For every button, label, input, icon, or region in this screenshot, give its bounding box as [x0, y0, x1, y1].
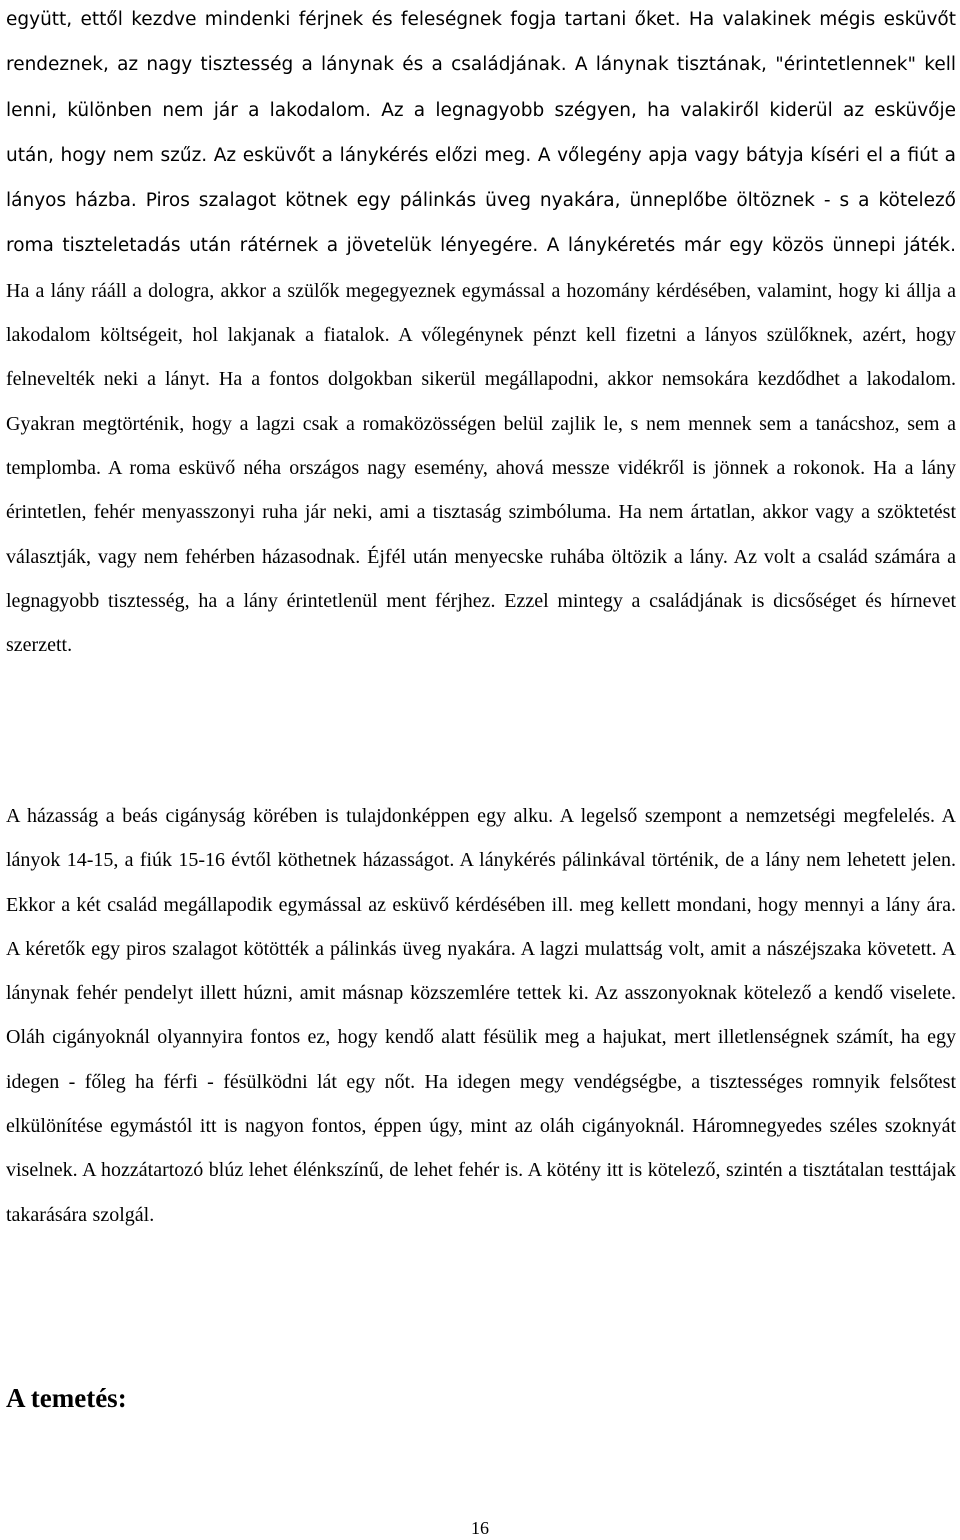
body-paragraph-beas-marriage: A házasság a beás cigányság körében is tulajdonképpen egy alku. A legelső szempont a nemzetségi megfelelés. A lányok 14-15, a fiúk 15-16 évtől köthetnek házasságot. A lánykérés pálinkával történik, de a lány nem lehetett jelen. Ekkor a két család megállapodik egymással az esküvő kérdésében ill. meg kellett mondani, hogy mennyi a lány ára. A kéretők egy piros szalagot kötötték a pálinkás üveg nyakára. A lagzi mulattság volt, amit a nászéjszaka követett. A lánynak fehér pendelyt illett húzni, amit másnap közszemlére tettek ki. Az asszonyoknak kötelező a kendő viselete. Oláh cigányoknál olyannyira fontos ez, hogy kendő alatt fésülik meg a hajukat, mert illetlenségnek számít, ha egy idegen - főleg ha férfi - fésülködni lát egy nőt. Ha idegen megy vendégségbe, a tisztességes romnyik felsőtest elkülönítése egymástól itt is nagyon fontos, éppen úgy, mint az oláh cigányoknál. Háromnegyedes széles szoknyát viselnek. A hozzátartozó blúz lehet élénkszínű, de lehet fehér is. A kötény itt is kötelező, szintén a tisztátalan testtájak takarására szolgál. [6, 805, 956, 1226]
page-number: 16 [471, 1518, 489, 1538]
paragraph-text-serif-segment: Ha a lány rááll a dologra, akkor a szülők megegyeznek egymással a hozomány kérdésében, valamint, hogy ki állja a lakodalom költségeit, hol lakjanak a fiatalok. A vőlegénynek pénzt kell fizetni a lányos szülőknek, azért, hogy felnevelték neki a lányt. Ha a fontos dolgokban sikerül megállapodni, akkor nemsokára kezdődhet a lakodalom. Gyakran megtörténik, hogy a lagzi csak a romaközösségen belül zajlik le, s nem mennek sem a tanácshoz, sem a templomba. A roma esküvő néha országos nagy esemény, ahová messze vidékről is jönnek a rokonok. Ha a lány érintetlen, fehér menyasszonyi ruha jár neki, ami a tisztaság szimbóluma. Ha nem ártatlan, akkor vagy a szöktetést választják, vagy nem fehérben házasodnak. Éjfél után menyecske ruhába öltözik a lány. Az volt a család számára a legnagyobb tisztesség, ha a lány érintetlenül ment férjhez. Ezzel mintegy a családjának is dicsőséget és hírnevet szerzett. [6, 279, 956, 657]
body-paragraph-wedding-customs [6, 0, 956, 667]
paragraph-text-sans-segment: együtt, ettől kezdve mindenki férjnek és feleségnek fogja tartani őket. Ha valakinek mégis esküvőt rendeznek, az nagy tisztesség a lánynak és a családjának. A lánynak tisztának, "érintetlennek" kell lenni, különben nem jár a lakodalom. Az a legnagyobb szégyen, ha valakiről kiderül az esküvője után, hogy nem szűz. Az esküvőt a lánykérés előzi meg. A vőlegény apja vagy bátyja kíséri el a fiút a lányos házba. Piros szalagot kötnek egy pálinkás üveg nyakára, ünneplőbe öltöznek - s a kötelező roma tiszteletadás után rátérnek a jövetelük lényegére. A lánykéretés már egy közös ünnepi játék. [6, 9, 956, 257]
section-heading-funeral: A temetés: [6, 1383, 127, 1413]
